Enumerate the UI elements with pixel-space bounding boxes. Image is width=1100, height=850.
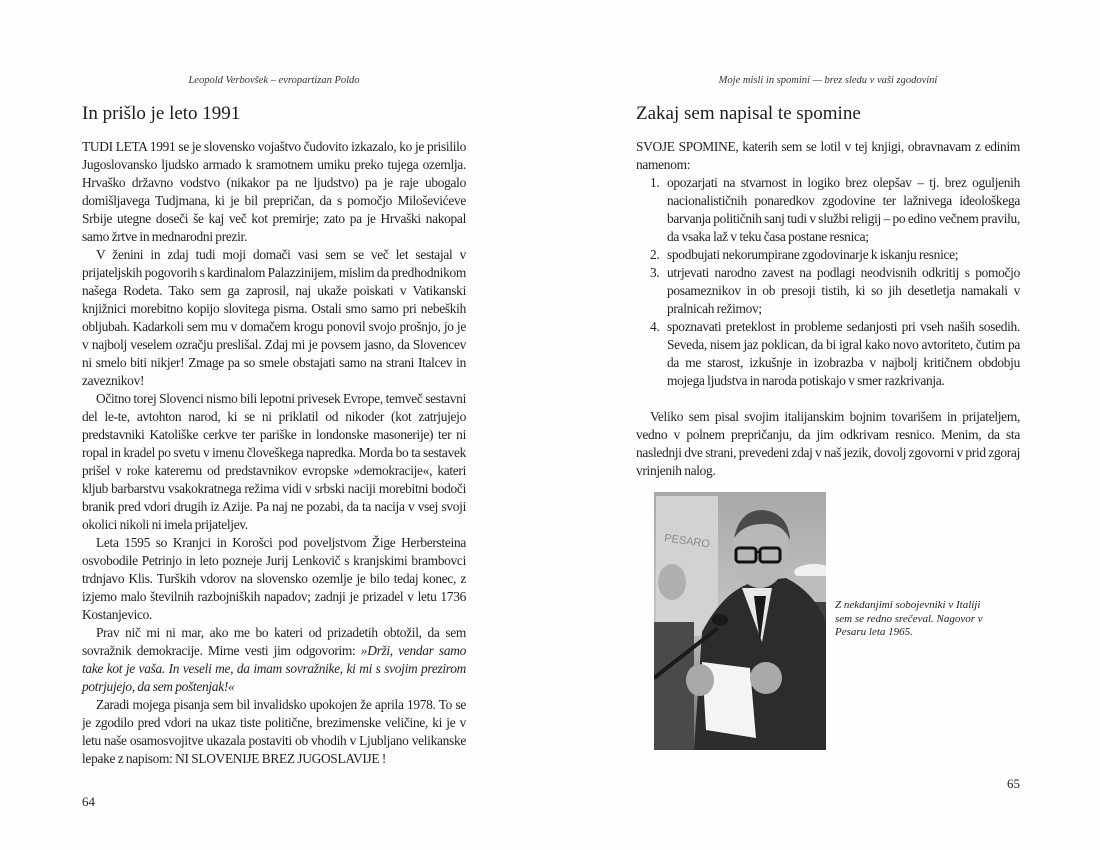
- page-number: 65: [1007, 776, 1020, 791]
- page-number: 64: [82, 794, 95, 809]
- running-head: Leopold Verbovšek – evropartizan Poldo: [188, 75, 360, 86]
- spacer: [636, 390, 1020, 408]
- chapter-title: Zakaj sem napisal te spomine: [636, 103, 861, 124]
- list-text: spodbujati nekorumpirane zgodovinarje k iskanju resnice;: [667, 247, 959, 262]
- left-page: [0, 0, 550, 810]
- paragraph: Veliko sem pisal svojim italijanskim bojnim tovarišem in prijateljem, vedno v polnem prepričanju, da jim odkrivam resnico. Menim, da sta naslednji dve strani, prevedeni zdaj v naš jezik, dovolj zgovorni v prid zgoraj vrinjenih nalog.: [636, 409, 1020, 478]
- photo-image: [654, 492, 826, 750]
- list-item: [636, 174, 1020, 246]
- paragraph: Zaradi mojega pisanja sem bil invalidsko upokojen že aprila 1978. To se je zgodilo pred vdori na ukaz tiste politične, brezimenske veličine, ki je v letu naše osamosvojitve ukazala postaviti ob vhodih v Ljubljano velikanske lepake z napisom: NI SLOVENIJE BREZ JUGOSLAVIJE !: [82, 697, 466, 766]
- figure: [654, 492, 1020, 750]
- body-text: [636, 138, 1020, 480]
- list-item: [636, 318, 1020, 390]
- photo-caption: Z nekdanjimi sobojevniki v Italiji sem se redno srečeval. Nagovor v Pesaru leta 1965.: [835, 599, 983, 638]
- list-item: [636, 246, 1020, 264]
- running-head: Moje misli in spomini — brez sledu v vaši zgodovini: [718, 75, 938, 86]
- paragraph: V ženini in zdaj tudi moji domači vasi sem se več let sestajal v prijateljskih pogovorih s kardinalom Palazzinijem, mislim da predhodnikom našega Rodeta. Tako sem ga zaprosil, naj ukaže poiskati v Vatikanski knjižnici morebitno kopijo slovitega pisma. Ostali smo samo pri nebeških obljubah. Kadarkoli sem mu v domačem krogu ponovil svojo prošnjo, jo je v najbolj veselem ozračju preslišal. Zdaj mi je povsem jasno, da Slovencev ni smelo biti nikjer! Zmage pa so smele obstajati samo na strani Italcev in zaveznikov!: [82, 247, 466, 388]
- photo-speaker-pesaro: [654, 492, 826, 750]
- list-text: spoznavati preteklost in probleme sedanjosti pri vseh naših sosedih. Seveda, nisem jaz poklican, da bi igral kako novo avtoriteto, čutim pa da me starost, izkušnje in izobrazba v najbolj kritičnem obdobju mojega ljudstva in naroda potiskajo v smer razkrivanja.: [667, 319, 1020, 388]
- list-number: 1.: [650, 175, 660, 190]
- banner-text: PESARO: [663, 532, 711, 551]
- list-number: 2.: [650, 247, 660, 262]
- chapter-title: In prišlo je leto 1991: [82, 103, 241, 124]
- paragraph: Očitno torej Slovenci nismo bili lepotni privesek Evrope, temveč sestavni del le-te, avtohton narod, ki se ni priklatil od nikoder (kot zatrjujejo predstavniki Katoliške cerkve ter pariške in londonske masonerije) ter ni ropal in kradel po svetu v imenu človeškega napredka. Morda bo ta sestavek prišel v roke kateremu od predstavnikov evropske »demokracije«, kateri kljub barbarstvu vsakokratnega režima vidi v srbski naciji morebitni bodoči branik pred vdori drugih iz Azije. Pa naj ne pozabi, da ta nacija v vsej svoji okolici nikoli ni imela prijateljev.: [82, 391, 466, 532]
- right-page: [550, 0, 1100, 810]
- list-text: opozarjati na stvarnost in logiko brez olepšav – tj. brez oguljenih nacionalističnih ponaredkov zgodovine ter lažnivega ideološkega barvanja političnih sanj tudi v službi religij – po edino večnem pravilu, da vsaka laž v teku časa postane resnica;: [667, 175, 1020, 244]
- paragraph: Leta 1595 so Kranjci in Korošci pod poveljstvom Žige Herbersteina osvobodile Petrinjo in leto pozneje Jurij Lenkovič s kranjskimi brambovci trdnjavo Klis. Turških vdorov na slovensko ozemlje je bilo tedaj konec, z izjemo malo številnih razbojniških napadov; zadnji je prizadel v letu 1736 Kostanjevico.: [82, 535, 466, 622]
- list-number: 4.: [650, 319, 660, 334]
- paragraph: TUDI LETA 1991 se je slovensko vojaštvo čudovito izkazalo, ko je prisililo Jugoslovansko ljudsko armado k sramotnem umiku preko tujega ozemlja. Hrvaško državno vodstvo (nikakor pa ne ljudstvo) pa je raje ubogalo domišljavega Tudjmana, ki je bil prepričan, da s pomočjo Miloševićeve Srbije utegne doseči še kaj več kot premirje; zato pa je Hrvaški nakopal samo žrtve in mednarodni prezir.: [82, 139, 466, 244]
- intro-paragraph: SVOJE SPOMINE, katerih sem se lotil v tej knjigi, obravnavam z edinim namenom:: [636, 139, 1020, 172]
- aims-list: [636, 174, 1020, 390]
- quote-paragraph: [82, 624, 466, 696]
- list-text: utrjevati narodno zavest na podlagi neodvisnih odkritij s pomočjo posameznikov in ob presoji tistih, ki so jih desetletja namakali v pralnicah režimov;: [667, 265, 1020, 316]
- list-number: 3.: [650, 265, 660, 280]
- body-text: [82, 138, 466, 768]
- paragraph-lead: Prav nič mi ni mar, ako me bo kateri od prizadetih obtožil, da sem sovražnik demokracije. Mirne vesti jim odgovorim:: [82, 625, 466, 658]
- quote-text: »Drži, vendar samo take kot je vaša. In veseli me, da imam sovražnike, ki mi s svojim prezirom potrjujejo, da sem poštenjak!«: [82, 643, 466, 694]
- banner: [656, 496, 718, 636]
- microphone: [712, 614, 728, 626]
- list-item: [636, 264, 1020, 318]
